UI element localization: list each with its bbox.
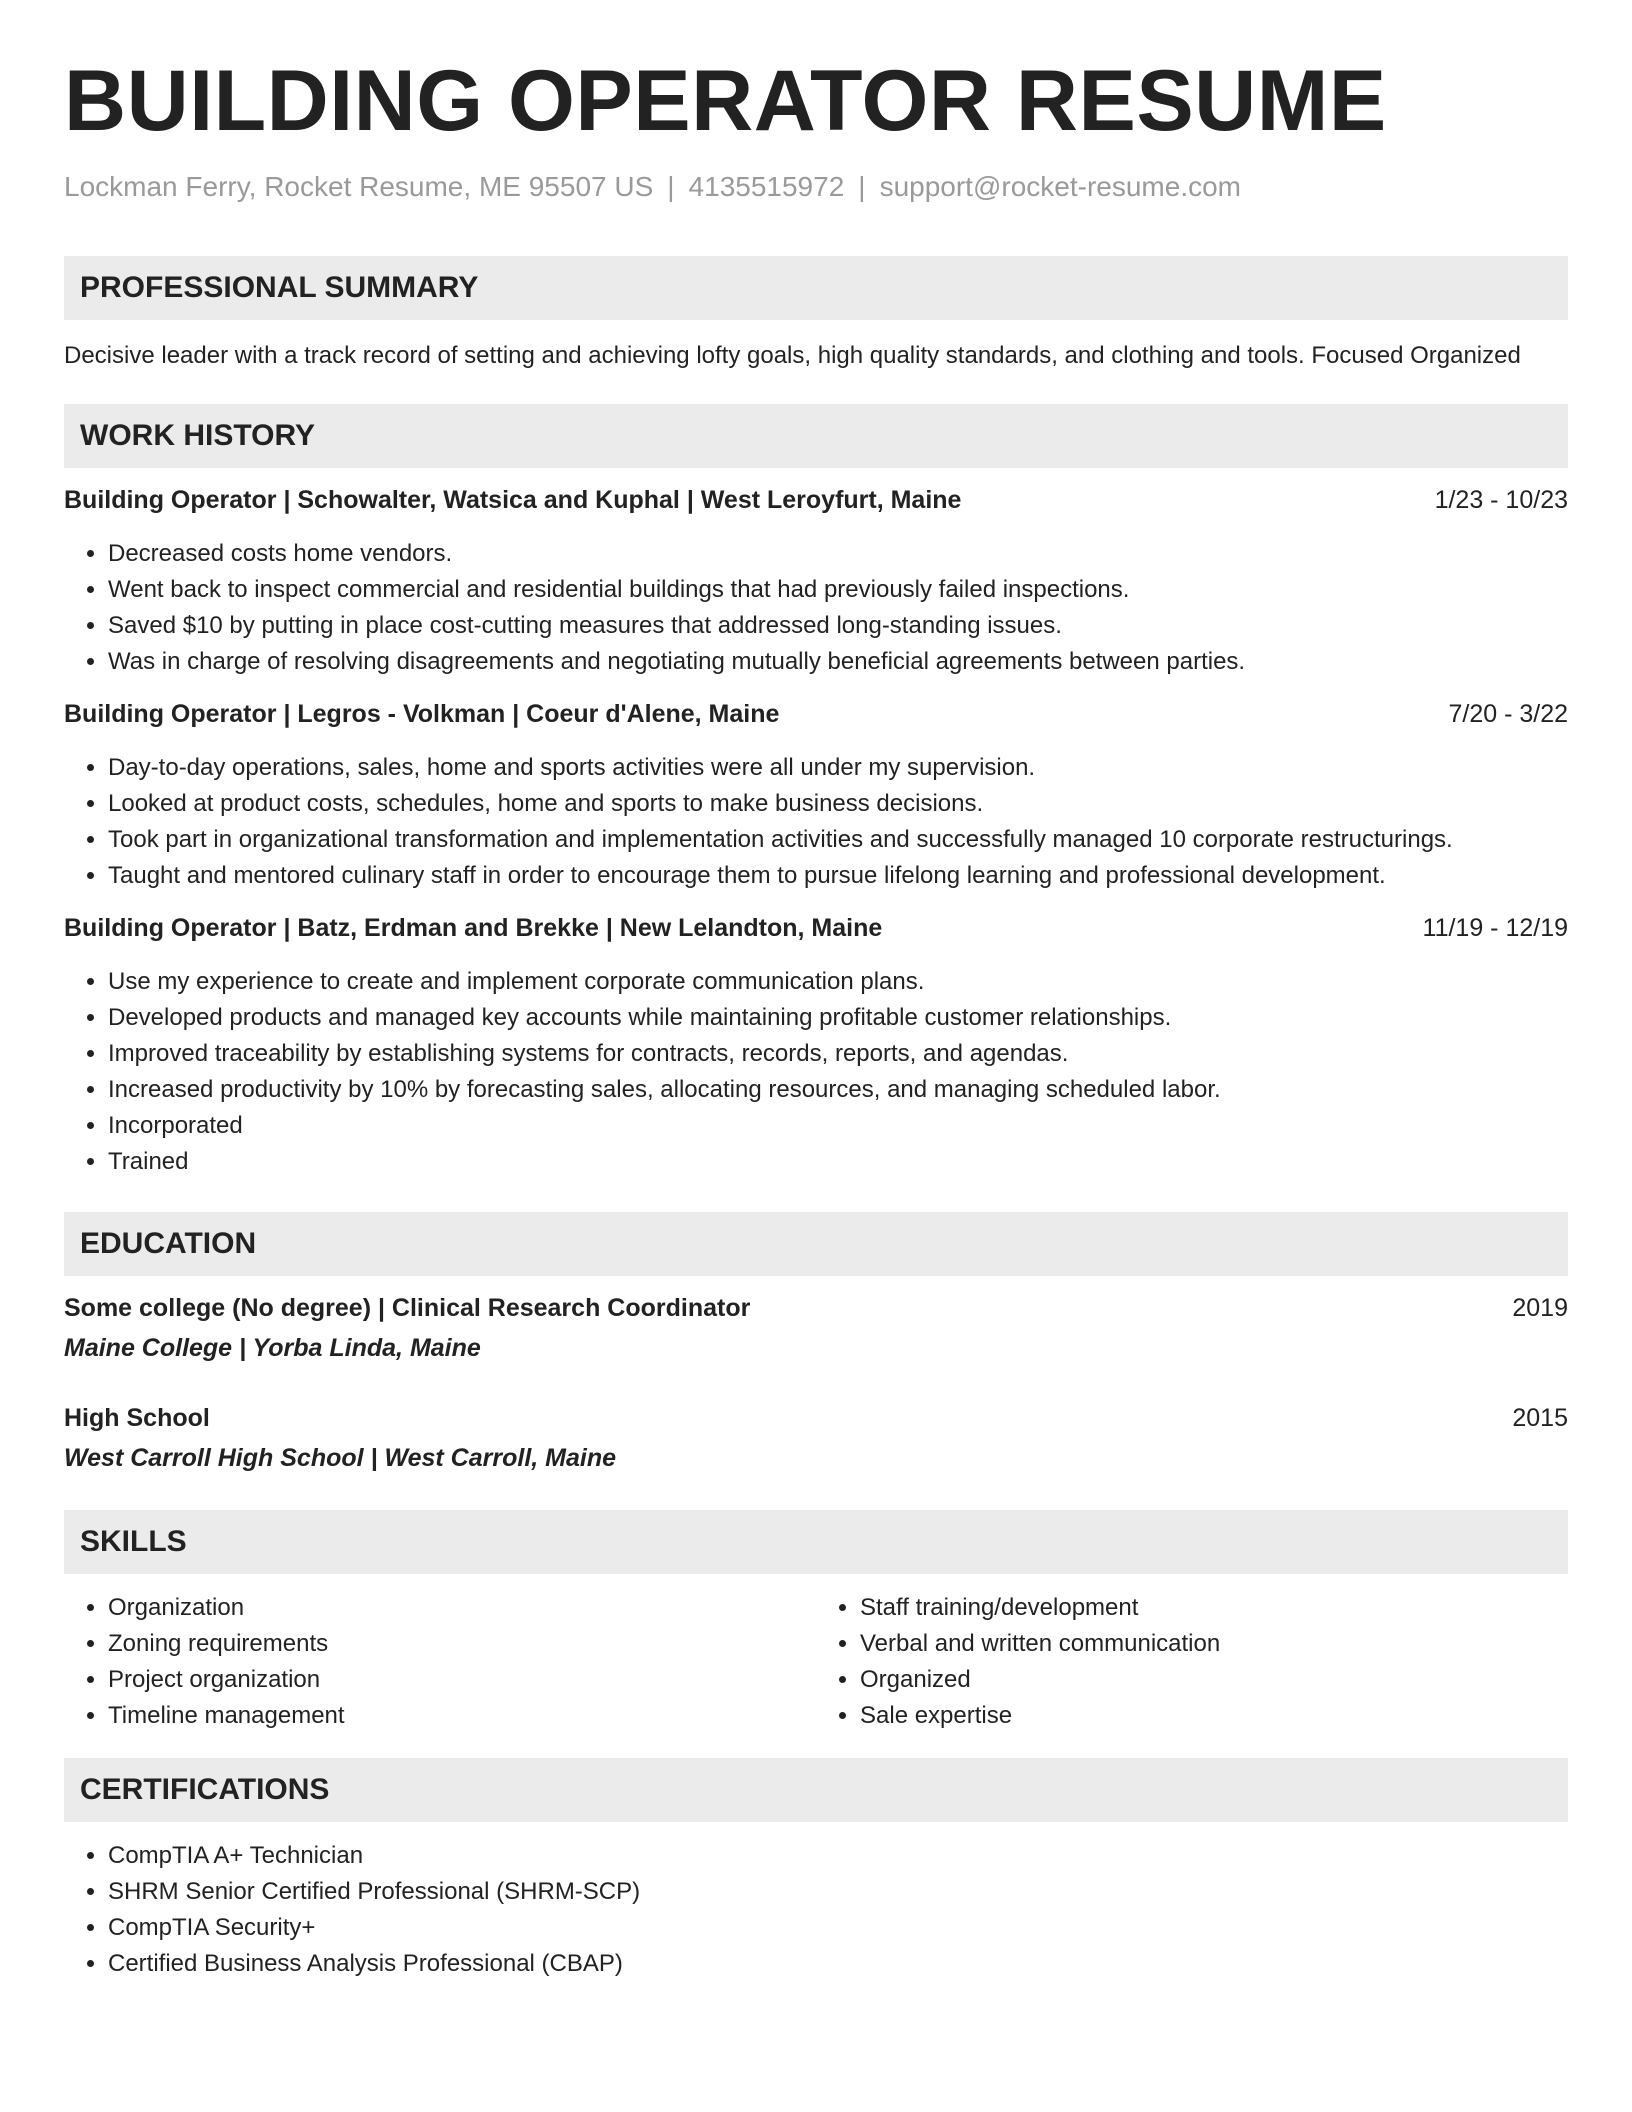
job-dates: 1/23 - 10/23	[1434, 485, 1568, 514]
contact-separator: |	[858, 171, 866, 202]
education-entry	[64, 1400, 1568, 1476]
job-bullets	[64, 536, 1568, 680]
job-bullet: • Looked at product costs, schedules, home and sports to make business decisions.	[108, 786, 1568, 822]
skill-item: • Organization	[108, 1590, 816, 1626]
education-entry	[64, 1290, 1568, 1366]
section-header-certifications: CERTIFICATIONS	[64, 1758, 1568, 1822]
job-heading	[64, 910, 1568, 946]
skill-item: • Timeline management	[108, 1698, 816, 1734]
job-bullet: • Taught and mentored culinary staff in order to encourage them to pursue lifelong learning and professional development.	[108, 858, 1568, 894]
contact-separator: |	[667, 171, 675, 202]
education-degree: Some college (No degree) | Clinical Research Coordinator	[64, 1293, 751, 1322]
contact-address: Lockman Ferry, Rocket Resume, ME 95507 US	[64, 171, 654, 202]
certifications-list	[64, 1838, 1568, 1982]
skill-item: • Sale expertise	[860, 1698, 1568, 1734]
job-bullets	[64, 750, 1568, 894]
job-title: Building Operator | Legros - Volkman | Coeur d'Alene, Maine	[64, 699, 780, 728]
education-school: West Carroll High School | West Carroll, Maine	[64, 1443, 617, 1472]
job-title: Building Operator | Schowalter, Watsica and Kuphal | West Leroyfurt, Maine	[64, 485, 962, 514]
job-bullet: • Went back to inspect commercial and residential buildings that had previously failed inspections.	[108, 572, 1568, 608]
job-bullet: • Incorporated	[108, 1108, 1568, 1144]
education-school: Maine College | Yorba Linda, Maine	[64, 1333, 481, 1362]
job-bullet: • Was in charge of resolving disagreements and negotiating mutually beneficial agreements between parties.	[108, 644, 1568, 680]
skills-list	[64, 1590, 1568, 1734]
certification-item: • SHRM Senior Certified Professional (SHRM-SCP)	[108, 1874, 1568, 1910]
contact-phone: 4135515972	[688, 171, 845, 202]
summary-text: Decisive leader with a track record of setting and achieving lofty goals, high quality standards, and clothing and tools. Focused Organized	[64, 341, 1521, 369]
skill-item: • Zoning requirements	[108, 1626, 816, 1662]
section-header-education: EDUCATION	[64, 1212, 1568, 1276]
job-bullet: • Developed products and managed key accounts while maintaining profitable customer relationships.	[108, 1000, 1568, 1036]
job-heading	[64, 696, 1568, 732]
section-header-skills: SKILLS	[64, 1510, 1568, 1574]
section-header-summary: PROFESSIONAL SUMMARY	[64, 256, 1568, 320]
job-bullets	[64, 964, 1568, 1180]
skill-item: • Organized	[860, 1662, 1568, 1698]
certification-item: • Certified Business Analysis Professional (CBAP)	[108, 1946, 1568, 1982]
education-heading	[64, 1290, 1568, 1326]
job-bullet: • Use my experience to create and implement corporate communication plans.	[108, 964, 1568, 1000]
education-heading	[64, 1400, 1568, 1436]
job-bullet: • Saved $10 by putting in place cost-cutting measures that addressed long-standing issues.	[108, 608, 1568, 644]
education-degree: High School	[64, 1403, 210, 1432]
job-title: Building Operator | Batz, Erdman and Brekke | New Lelandton, Maine	[64, 913, 883, 942]
job-bullet: • Decreased costs home vendors.	[108, 536, 1568, 572]
job-bullet: • Increased productivity by 10% by forecasting sales, allocating resources, and managing scheduled labor.	[108, 1072, 1568, 1108]
education-year: 2019	[1512, 1293, 1568, 1322]
contact-line	[64, 170, 1568, 204]
job-bullet: • Day-to-day operations, sales, home and sports activities were all under my supervision.	[108, 750, 1568, 786]
job-heading	[64, 482, 1568, 518]
job-bullet: • Trained	[108, 1144, 1568, 1180]
skill-item: • Project organization	[108, 1662, 816, 1698]
skill-item: • Verbal and written communication	[860, 1626, 1568, 1662]
job-bullet: • Took part in organizational transformation and implementation activities and successfully managed 10 corporate restructurings.	[108, 822, 1568, 858]
education-year: 2015	[1512, 1403, 1568, 1432]
skill-item: • Staff training/development	[860, 1590, 1568, 1626]
skills-column-left	[64, 1590, 816, 1734]
certification-item: • CompTIA A+ Technician	[108, 1838, 1568, 1874]
resume-title: BUILDING OPERATOR RESUME	[64, 53, 1387, 149]
job-entry	[64, 696, 1568, 894]
certification-item: • CompTIA Security+	[108, 1910, 1568, 1946]
job-entry	[64, 482, 1568, 680]
job-dates: 11/19 - 12/19	[1422, 913, 1568, 942]
skills-column-right	[816, 1590, 1568, 1734]
contact-email: support@rocket-resume.com	[879, 171, 1241, 202]
job-entry	[64, 910, 1568, 1180]
section-header-work-history: WORK HISTORY	[64, 404, 1568, 468]
job-dates: 7/20 - 3/22	[1448, 699, 1568, 728]
job-bullet: • Improved traceability by establishing systems for contracts, records, reports, and agendas.	[108, 1036, 1568, 1072]
